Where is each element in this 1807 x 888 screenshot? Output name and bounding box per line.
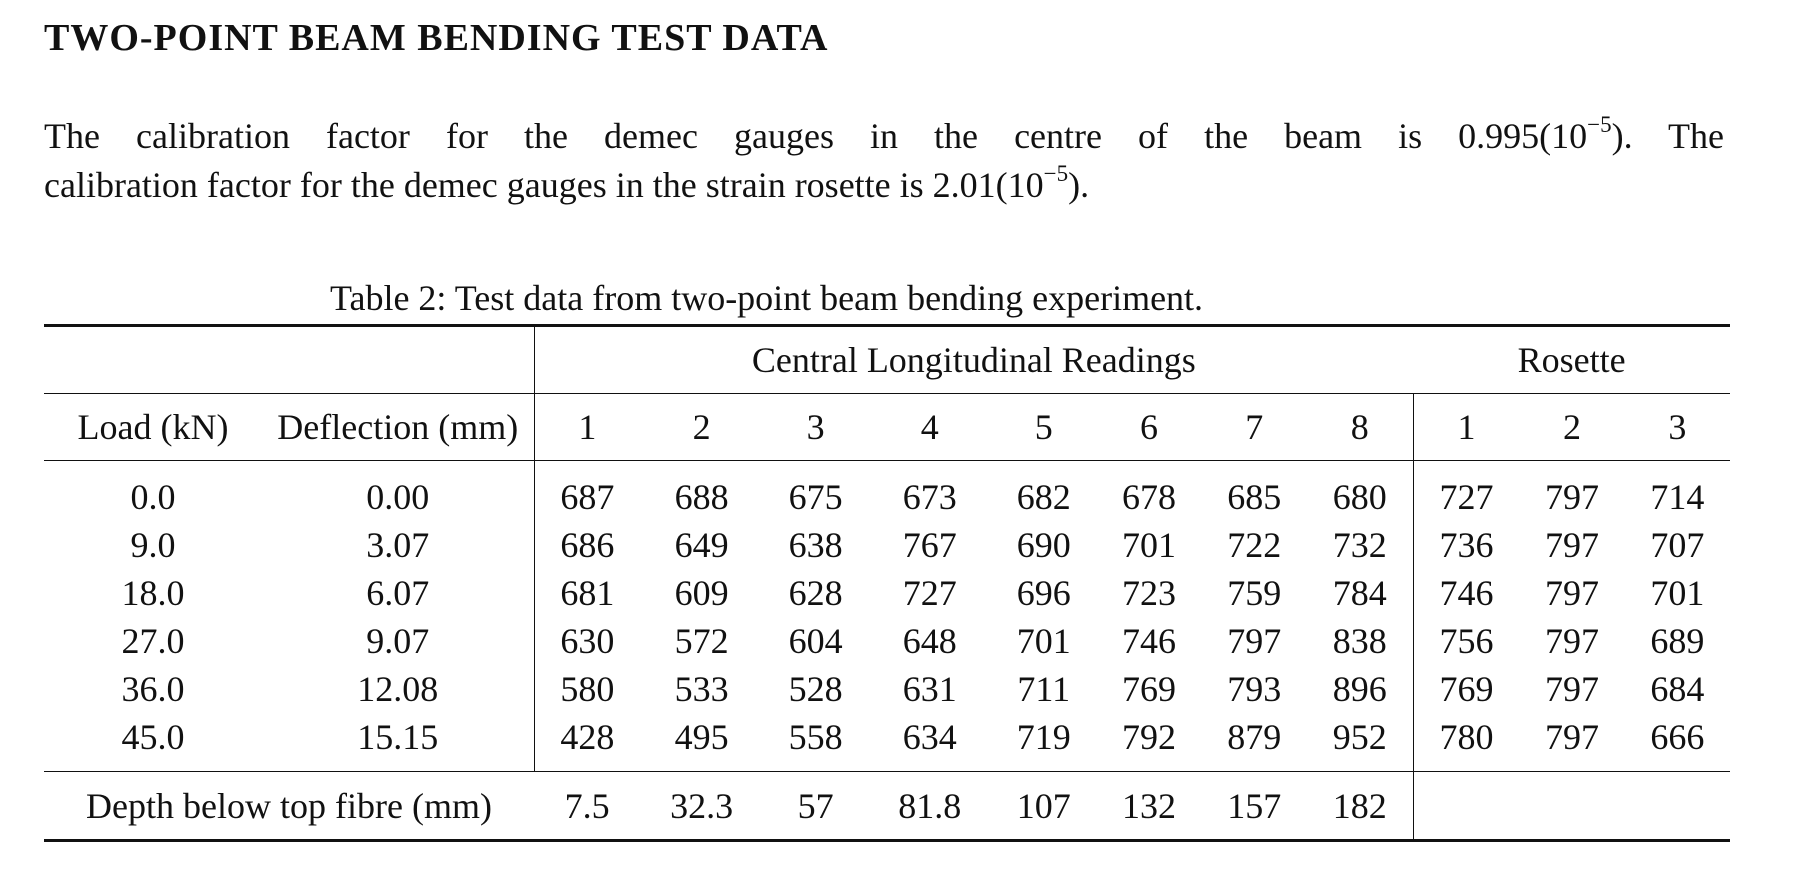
cell-load: 0.0 [130, 477, 176, 517]
cell-central-7: 685 [1227, 477, 1282, 517]
cell-central-8: 732 [1307, 521, 1413, 569]
cell-rosette-3: 689 [1650, 621, 1705, 661]
col-header-deflection: Deflection (mm) [262, 394, 534, 461]
cell-central-1: 681 [560, 573, 615, 613]
cell-central-6: 746 [1122, 621, 1177, 661]
cell-central-7: 879 [1227, 717, 1282, 757]
col-header-rosette-1: 1 [1457, 407, 1476, 447]
cell-central-3: 628 [788, 573, 843, 613]
cell-central-2: 533 [674, 669, 729, 709]
cell-central-3: 638 [788, 525, 843, 565]
cell-central-5: 701 [1016, 621, 1071, 661]
cell-central-1: 580 [560, 669, 615, 709]
group-rosette: Rosette [1517, 340, 1626, 380]
depth-label: Depth below top fibre (mm) [86, 785, 492, 826]
paragraph-line-1 [44, 112, 1724, 161]
col-header-central-8: 8 [1307, 394, 1413, 461]
cell-central-2: 495 [674, 717, 729, 757]
cell-rosette-1: 780 [1439, 717, 1494, 757]
cell-rosette-2: 797 [1545, 669, 1600, 709]
depth-value-7: 157 [1227, 785, 1282, 826]
col-header-central-4: 4 [920, 407, 939, 447]
table-row [44, 521, 1730, 569]
group-central-readings: Central Longitudinal Readings [751, 340, 1196, 380]
paragraph-line-2 [44, 161, 1724, 210]
line2-exponent: −5 [1043, 161, 1069, 186]
cell-central-2: 572 [674, 621, 729, 661]
test-data-table [44, 324, 1730, 842]
depth-value-1: 7.5 [564, 785, 610, 826]
table-row [44, 461, 1730, 521]
cell-deflection: 9.07 [262, 617, 534, 665]
cell-deflection: 15.15 [262, 713, 534, 772]
cell-central-1: 687 [560, 477, 615, 517]
line2-tail: ). [1068, 165, 1090, 205]
cell-central-8: 680 [1307, 461, 1413, 521]
cell-central-5: 690 [1016, 525, 1071, 565]
table-row [44, 665, 1730, 713]
line1-text: The calibration factor for the demec gauges in the centre of the beam is 0.995(10 [44, 116, 1588, 156]
table-row [44, 713, 1730, 772]
cell-load: 27.0 [121, 621, 185, 661]
table-row [44, 617, 1730, 665]
line2-text: calibration factor for the demec gauges in the strain rosette is 2.01(10 [44, 165, 1044, 205]
cell-central-7: 793 [1227, 669, 1282, 709]
depth-value-2: 32.3 [670, 785, 734, 826]
cell-central-7: 797 [1227, 621, 1282, 661]
cell-central-7: 759 [1227, 573, 1282, 613]
cell-deflection: 6.07 [262, 569, 534, 617]
cell-central-4: 727 [902, 573, 957, 613]
col-header-central-7: 7 [1245, 407, 1264, 447]
cell-load: 45.0 [121, 717, 185, 757]
cell-rosette-2: 797 [1545, 525, 1600, 565]
cell-central-4: 767 [902, 525, 957, 565]
cell-central-5: 711 [1017, 669, 1071, 709]
cell-central-5: 682 [1016, 477, 1071, 517]
cell-central-6: 792 [1122, 717, 1177, 757]
depth-value-5: 107 [1016, 785, 1071, 826]
col-header-central-3: 3 [806, 407, 825, 447]
cell-rosette-1: 746 [1439, 573, 1494, 613]
cell-central-6: 723 [1122, 573, 1177, 613]
depth-value-8: 182 [1307, 772, 1413, 841]
cell-load: 18.0 [121, 573, 185, 613]
cell-deflection: 3.07 [262, 521, 534, 569]
line1-exponent: −5 [1587, 112, 1612, 137]
cell-central-2: 688 [674, 477, 729, 517]
depth-value-6: 132 [1122, 785, 1177, 826]
col-header-rosette-2: 2 [1563, 407, 1582, 447]
depth-row [44, 772, 1730, 841]
line1-tail: ). The [1611, 116, 1724, 156]
depth-value-4: 81.8 [898, 785, 962, 826]
cell-central-5: 696 [1016, 573, 1071, 613]
cell-load: 36.0 [121, 669, 185, 709]
page-heading: TWO-POINT BEAM BENDING TEST DATA [44, 17, 829, 59]
cell-central-6: 769 [1122, 669, 1177, 709]
col-header-central-1: 1 [578, 407, 597, 447]
cell-rosette-1: 736 [1439, 525, 1494, 565]
cell-central-5: 719 [1016, 717, 1071, 757]
cell-central-8: 952 [1307, 713, 1413, 772]
cell-central-4: 648 [902, 621, 957, 661]
cell-rosette-1: 756 [1439, 621, 1494, 661]
cell-central-2: 609 [674, 573, 729, 613]
cell-central-1: 686 [560, 525, 615, 565]
cell-rosette-3: 714 [1650, 477, 1705, 517]
cell-central-1: 428 [560, 717, 615, 757]
cell-load: 9.0 [130, 525, 176, 565]
cell-rosette-1: 727 [1439, 477, 1494, 517]
cell-rosette-3: 701 [1650, 573, 1705, 613]
cell-rosette-2: 797 [1545, 621, 1600, 661]
cell-central-8: 896 [1307, 665, 1413, 713]
cell-central-6: 701 [1122, 525, 1177, 565]
cell-central-7: 722 [1227, 525, 1282, 565]
cell-deflection: 0.00 [262, 461, 534, 521]
cell-rosette-2: 797 [1545, 573, 1600, 613]
cell-central-8: 784 [1307, 569, 1413, 617]
cell-rosette-3: 707 [1650, 525, 1705, 565]
cell-central-3: 558 [788, 717, 843, 757]
cell-central-2: 649 [674, 525, 729, 565]
cell-central-1: 630 [560, 621, 615, 661]
group-header-row [44, 327, 1730, 394]
table-caption: Table 2: Test data from two-point beam bending experiment. [330, 278, 1204, 318]
cell-rosette-3: 666 [1650, 717, 1705, 757]
cell-central-4: 673 [902, 477, 957, 517]
cell-central-3: 675 [788, 477, 843, 517]
col-header-central-2: 2 [692, 407, 711, 447]
depth-value-3: 57 [797, 785, 834, 826]
cell-rosette-1: 769 [1439, 669, 1494, 709]
cell-rosette-2: 797 [1545, 477, 1600, 517]
cell-central-3: 604 [788, 621, 843, 661]
calibration-paragraph [44, 112, 1724, 210]
cell-rosette-3: 684 [1650, 669, 1705, 709]
cell-rosette-2: 797 [1545, 717, 1600, 757]
cell-central-4: 634 [902, 717, 957, 757]
column-header-row [44, 394, 1730, 461]
cell-central-4: 631 [902, 669, 957, 709]
col-header-central-6: 6 [1140, 407, 1159, 447]
cell-central-8: 838 [1307, 617, 1413, 665]
cell-central-3: 528 [788, 669, 843, 709]
col-header-rosette-3: 3 [1668, 407, 1687, 447]
cell-central-6: 678 [1122, 477, 1177, 517]
depth-empty-cell [1413, 772, 1730, 841]
group-empty-cell [44, 327, 534, 394]
cell-deflection: 12.08 [262, 665, 534, 713]
col-header-load: Load (kN) [77, 407, 229, 447]
table-row [44, 569, 1730, 617]
col-header-central-5: 5 [1034, 407, 1053, 447]
